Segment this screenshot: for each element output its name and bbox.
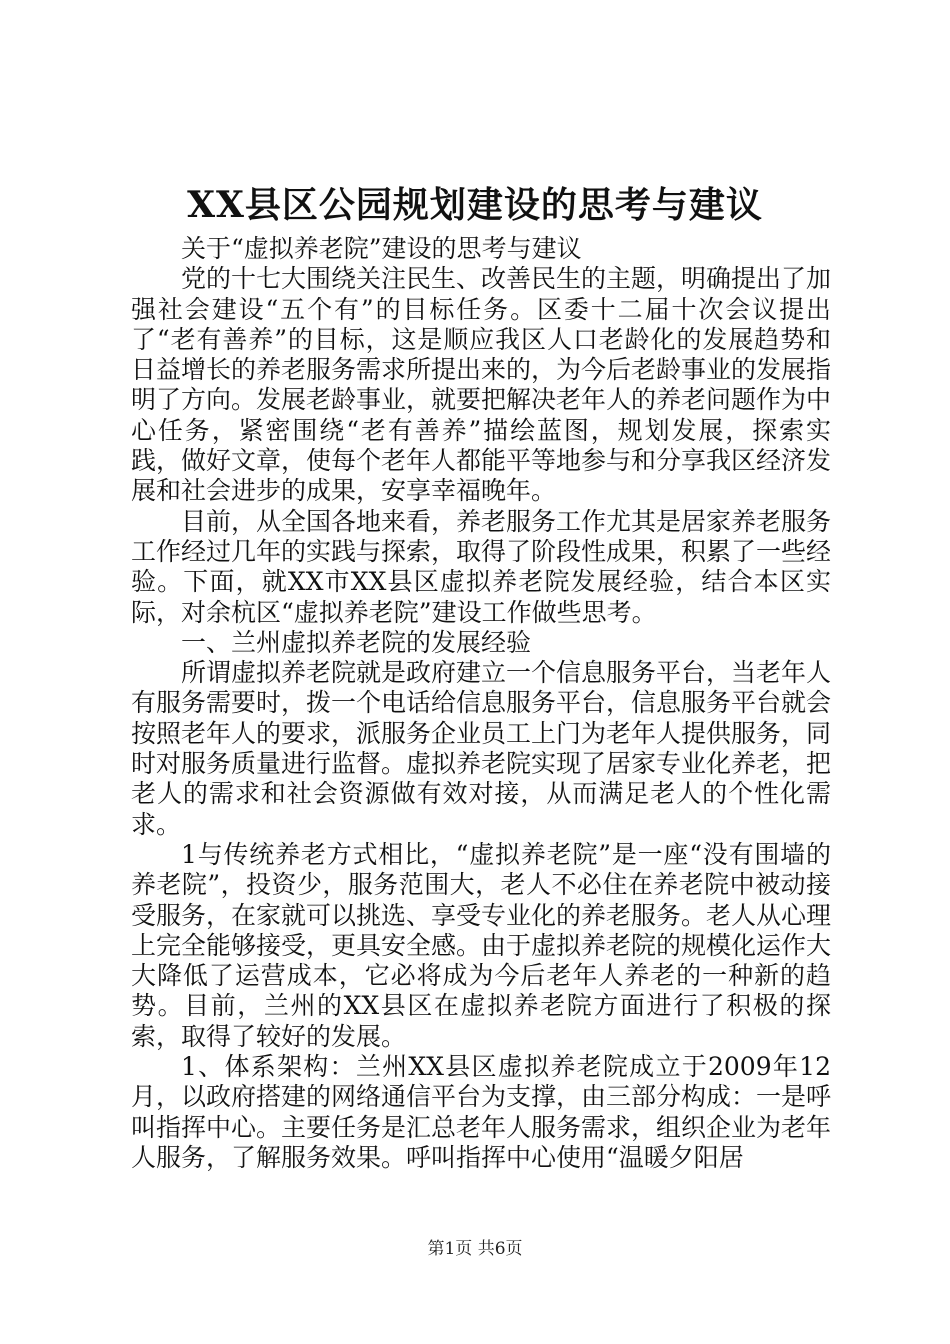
paragraph: 目前，从全国各地来看，养老服务工作尤其是居家养老服务工作经过几年的实践与探索，取得了阶段性成果，积累了一些经验。下面，就XX市XX县区虚拟养老院发展经验，结合本区实际，对余杭区“虚拟养老院”建设工作做些思考。 (131, 506, 832, 627)
document-title: XX县区公园规划建设的思考与建议 (187, 184, 763, 226)
paragraph: 所谓虚拟养老院就是政府建立一个信息服务平台，当老年人有服务需要时，拨一个电话给信息服务平台，信息服务平台就会按照老年人的要求，派服务企业员工上门为老年人提供服务，同时对服务质量进行监督。虚拟养老院实现了居家专业化养老，把老人的需求和社会资源做有效对接，从而满足老人的个性化需求。 (131, 658, 832, 839)
page-footer: 第1页 共6页 (427, 1239, 523, 1259)
section-heading: 一、兰州虚拟养老院的发展经验 (181, 627, 532, 657)
document-body (131, 234, 831, 1173)
paragraph: 1、体系架构：兰州XX县区虚拟养老院成立于2009年12月，以政府搭建的网络通信平台为支撑，由三部分构成：一是呼叫指挥中心。主要任务是汇总老年人服务需求，组织企业为老年人服务，了解服务效果。呼叫指挥中心使用“温暖夕阳居 (131, 1052, 832, 1172)
paragraph: 1与传统养老方式相比，“虚拟养老院”是一座“没有围墙的养老院”，投资少，服务范围大，老人不必住在养老院中被动接受服务，在家就可以挑选、享受专业化的养老服务。老人从心理上完全能够接受，更具安全感。由于虚拟养老院的规模化运作大大降低了运营成本，它必将成为今后老年人养老的一种新的趋势。目前，兰州的XX县区在虚拟养老院方面进行了积极的探索，取得了较好的发展。 (131, 839, 832, 1051)
paragraph: 党的十七大围绕关注民生、改善民生的主题，明确提出了加强社会建设“五个有”的目标任务。区委十二届十次会议提出了“老有善养”的目标，这是顺应我区人口老龄化的发展趋势和日益增长的养老服务需求所提出来的，为今后老龄事业的发展指明了方向。发展老龄事业，就要把解决老年人的养老问题作为中心任务，紧密围绕“老有善养”描绘蓝图，规划发展，探索实践，做好文章，使每个老年人都能平等地参与和分享我区经济发展和社会进步的成果，安享幸福晚年。 (131, 264, 832, 506)
paragraph-subtitle: 关于“虚拟养老院”建设的思考与建议 (181, 234, 582, 263)
